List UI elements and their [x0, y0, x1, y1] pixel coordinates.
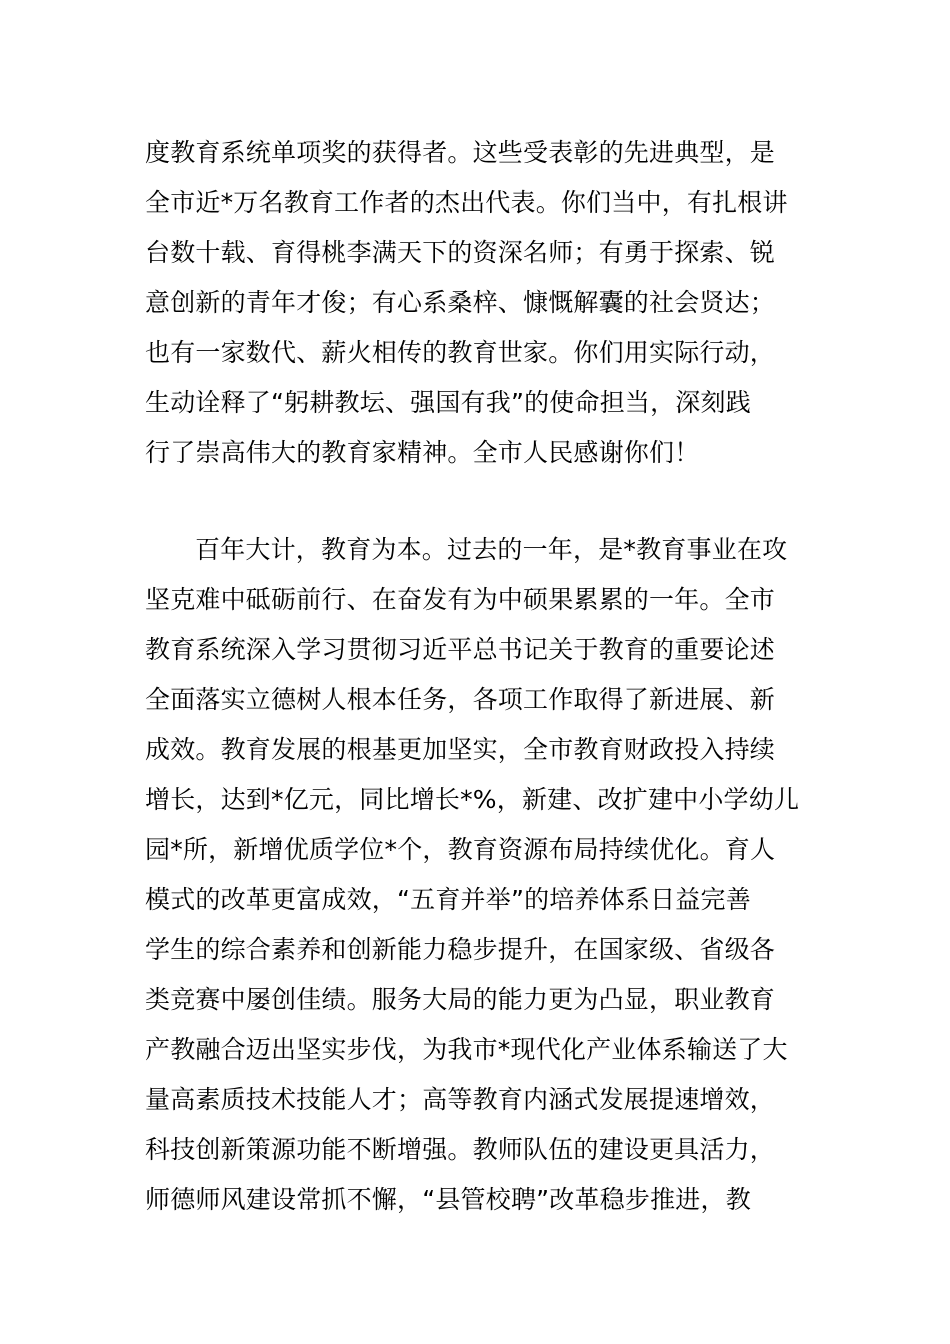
text-line: 类竞赛中屡创佳绩。服务大局的能力更为凸显，职业教育 [145, 985, 776, 1014]
text-line: 量高素质技术技能人才；高等教育内涵式发展提速增效， [145, 1085, 776, 1114]
text-line: 百年大计，教育为本。过去的一年，是*教育事业在攻 [195, 535, 788, 564]
text-line: 师德师风建设常抓不懈，“县管校聘”改革稳步推进，教 [145, 1185, 751, 1214]
text-line: 坚克难中砥砺前行、在奋发有为中硕果累累的一年。全市 [145, 585, 776, 614]
text-line: 也有一家数代、薪火相传的教育世家。你们用实际行动， [145, 338, 776, 367]
text-line: 成效。教育发展的根基更加坚实，全市教育财政投入持续 [145, 735, 776, 764]
text-line: 意创新的青年才俊；有心系桑梓、慷慨解囊的社会贤达； [145, 288, 776, 317]
text-line: 台数十载、育得桃李满天下的资深名师；有勇于探索、锐 [145, 238, 776, 267]
text-line: 行了崇高伟大的教育家精神。全市人民感谢你们！ [145, 438, 700, 467]
text-line: 模式的改革更富成效，“五育并举”的培养体系日益完善 [145, 885, 751, 914]
text-line: 度教育系统单项奖的获得者。这些受表彰的先进典型，是 [145, 138, 776, 167]
text-line: 生动诠释了“躬耕教坛、强国有我”的使命担当，深刻践 [145, 388, 751, 417]
text-line: 产教融合迈出坚实步伐，为我市*现代化产业体系输送了大 [145, 1035, 788, 1064]
text-line: 教育系统深入学习贯彻习近平总书记关于教育的重要论述 [145, 635, 776, 664]
text-line: 园*所，新增优质学位*个，教育资源布局持续优化。育人 [145, 835, 776, 864]
text-line: 学生的综合素养和创新能力稳步提升，在国家级、省级各 [145, 935, 776, 964]
text-line: 增长，达到*亿元，同比增长*%，新建、改扩建中小学幼儿 [145, 785, 800, 814]
text-line: 科技创新策源功能不断增强。教师队伍的建设更具活力， [145, 1135, 776, 1164]
text-line: 全市近*万名教育工作者的杰出代表。你们当中，有扎根讲 [145, 188, 788, 217]
text-line: 全面落实立德树人根本任务，各项工作取得了新进展、新 [145, 685, 776, 714]
